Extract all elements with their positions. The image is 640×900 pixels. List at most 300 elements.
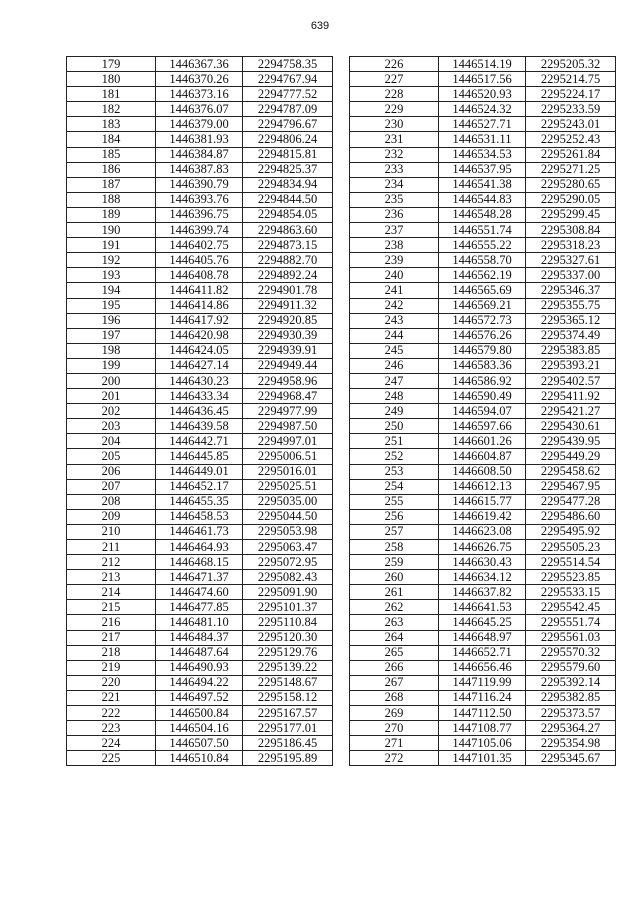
table-row: [350, 268, 616, 283]
point-number-cell: 245: [350, 343, 439, 358]
y-coordinate-cell: 2295467.95: [526, 479, 616, 494]
table-row: [350, 313, 616, 328]
x-coordinate-cell: 1446541.38: [439, 177, 526, 192]
x-coordinate-cell: 1446373.16: [156, 87, 243, 102]
y-coordinate-cell: 2295252.43: [526, 132, 616, 147]
point-number-cell: 219: [67, 660, 156, 675]
point-number-cell: 249: [350, 404, 439, 419]
table-row: [67, 555, 333, 570]
table-row: [350, 358, 616, 373]
table-row: [67, 690, 333, 705]
x-coordinate-cell: 1446468.15: [156, 555, 243, 570]
table-row: [350, 238, 616, 253]
point-number-cell: 209: [67, 509, 156, 524]
table-row: [67, 660, 333, 675]
point-number-cell: 212: [67, 555, 156, 570]
point-number-cell: 224: [67, 736, 156, 751]
y-coordinate-cell: 2295402.57: [526, 373, 616, 388]
table-row: [350, 570, 616, 585]
table-row: [67, 147, 333, 162]
point-number-cell: 272: [350, 751, 439, 766]
point-number-cell: 191: [67, 238, 156, 253]
x-coordinate-cell: 1446411.82: [156, 283, 243, 298]
table-row: [67, 162, 333, 177]
point-number-cell: 248: [350, 389, 439, 404]
x-coordinate-cell: 1446517.56: [439, 72, 526, 87]
table-row: [350, 464, 616, 479]
y-coordinate-cell: 2295139.22: [243, 660, 333, 675]
y-coordinate-cell: 2294930.39: [243, 328, 333, 343]
table-row: [67, 509, 333, 524]
y-coordinate-cell: 2295542.45: [526, 600, 616, 615]
point-number-cell: 193: [67, 268, 156, 283]
y-coordinate-cell: 2295072.95: [243, 555, 333, 570]
point-number-cell: 268: [350, 690, 439, 705]
point-number-cell: 218: [67, 645, 156, 660]
table-row: [350, 494, 616, 509]
point-number-cell: 201: [67, 389, 156, 404]
point-number-cell: 215: [67, 600, 156, 615]
y-coordinate-cell: 2294882.70: [243, 253, 333, 268]
y-coordinate-cell: 2295551.74: [526, 615, 616, 630]
x-coordinate-cell: 1446417.92: [156, 313, 243, 328]
point-number-cell: 187: [67, 177, 156, 192]
table-row: [350, 509, 616, 524]
y-coordinate-cell: 2295280.65: [526, 177, 616, 192]
y-coordinate-cell: 2295449.29: [526, 449, 616, 464]
table-row: [67, 223, 333, 238]
y-coordinate-cell: 2295411.92: [526, 389, 616, 404]
x-coordinate-cell: 1446420.98: [156, 328, 243, 343]
y-coordinate-cell: 2294873.15: [243, 238, 333, 253]
table-row: [67, 434, 333, 449]
y-coordinate-cell: 2295392.14: [526, 675, 616, 690]
point-number-cell: 192: [67, 253, 156, 268]
x-coordinate-cell: 1446507.50: [156, 736, 243, 751]
x-coordinate-cell: 1446399.74: [156, 223, 243, 238]
point-number-cell: 195: [67, 298, 156, 313]
y-coordinate-cell: 2294854.05: [243, 207, 333, 222]
point-number-cell: 269: [350, 706, 439, 721]
y-coordinate-cell: 2294844.50: [243, 192, 333, 207]
x-coordinate-cell: 1446583.36: [439, 358, 526, 373]
y-coordinate-cell: 2295383.85: [526, 343, 616, 358]
point-number-cell: 227: [350, 72, 439, 87]
y-coordinate-cell: 2295337.00: [526, 268, 616, 283]
point-number-cell: 250: [350, 419, 439, 434]
point-number-cell: 262: [350, 600, 439, 615]
x-coordinate-cell: 1446586.92: [439, 373, 526, 388]
y-coordinate-cell: 2295120.30: [243, 630, 333, 645]
x-coordinate-cell: 1446474.60: [156, 585, 243, 600]
point-number-cell: 255: [350, 494, 439, 509]
point-number-cell: 252: [350, 449, 439, 464]
x-coordinate-cell: 1446449.01: [156, 464, 243, 479]
point-number-cell: 184: [67, 132, 156, 147]
point-number-cell: 253: [350, 464, 439, 479]
table-row: [350, 419, 616, 434]
table-row: [350, 177, 616, 192]
x-coordinate-cell: 1447108.77: [439, 721, 526, 736]
table-row: [350, 434, 616, 449]
y-coordinate-cell: 2295561.03: [526, 630, 616, 645]
y-coordinate-cell: 2295364.27: [526, 721, 616, 736]
table-row: [67, 343, 333, 358]
table-row: [67, 358, 333, 373]
point-number-cell: 222: [67, 706, 156, 721]
point-number-cell: 238: [350, 238, 439, 253]
table-row: [67, 751, 333, 766]
table-row: [67, 675, 333, 690]
table-row: [67, 721, 333, 736]
table-row: [67, 328, 333, 343]
point-number-cell: 202: [67, 404, 156, 419]
y-coordinate-cell: 2295035.00: [243, 494, 333, 509]
point-number-cell: 208: [67, 494, 156, 509]
x-coordinate-cell: 1446500.84: [156, 706, 243, 721]
y-coordinate-cell: 2295514.54: [526, 555, 616, 570]
table-row: [67, 72, 333, 87]
point-number-cell: 259: [350, 555, 439, 570]
x-coordinate-cell: 1446514.19: [439, 57, 526, 72]
x-coordinate-cell: 1446504.16: [156, 721, 243, 736]
x-coordinate-cell: 1446608.50: [439, 464, 526, 479]
table-row: [350, 298, 616, 313]
table-row: [67, 736, 333, 751]
x-coordinate-cell: 1446604.87: [439, 449, 526, 464]
table-row: [67, 419, 333, 434]
y-coordinate-cell: 2294796.67: [243, 117, 333, 132]
point-number-cell: 199: [67, 358, 156, 373]
point-number-cell: 242: [350, 298, 439, 313]
point-number-cell: 244: [350, 328, 439, 343]
table-row: [67, 706, 333, 721]
table-row: [67, 373, 333, 388]
table-row: [350, 721, 616, 736]
table-row: [350, 736, 616, 751]
y-coordinate-cell: 2295579.60: [526, 660, 616, 675]
point-number-cell: 258: [350, 540, 439, 555]
y-coordinate-cell: 2295261.84: [526, 147, 616, 162]
x-coordinate-cell: 1446579.80: [439, 343, 526, 358]
x-coordinate-cell: 1446452.17: [156, 479, 243, 494]
table-row: [350, 630, 616, 645]
x-coordinate-cell: 1446548.28: [439, 207, 526, 222]
point-number-cell: 189: [67, 207, 156, 222]
x-coordinate-cell: 1446630.43: [439, 555, 526, 570]
y-coordinate-cell: 2295101.37: [243, 600, 333, 615]
x-coordinate-cell: 1446652.71: [439, 645, 526, 660]
point-number-cell: 266: [350, 660, 439, 675]
x-coordinate-cell: 1446510.84: [156, 751, 243, 766]
point-number-cell: 196: [67, 313, 156, 328]
table-row: [350, 283, 616, 298]
table-row: [350, 343, 616, 358]
table-row: [67, 238, 333, 253]
point-number-cell: 213: [67, 570, 156, 585]
y-coordinate-cell: 2294911.32: [243, 298, 333, 313]
y-coordinate-cell: 2295177.01: [243, 721, 333, 736]
point-number-cell: 239: [350, 253, 439, 268]
table-row: [67, 132, 333, 147]
x-coordinate-cell: 1446433.34: [156, 389, 243, 404]
x-coordinate-cell: 1446565.69: [439, 283, 526, 298]
y-coordinate-cell: 2295148.67: [243, 675, 333, 690]
y-coordinate-cell: 2295044.50: [243, 509, 333, 524]
point-number-cell: 194: [67, 283, 156, 298]
point-number-cell: 241: [350, 283, 439, 298]
table-row: [350, 132, 616, 147]
y-coordinate-cell: 2294767.94: [243, 72, 333, 87]
table-row: [350, 751, 616, 766]
y-coordinate-cell: 2295158.12: [243, 690, 333, 705]
table-row: [67, 540, 333, 555]
y-coordinate-cell: 2295393.21: [526, 358, 616, 373]
y-coordinate-cell: 2295458.62: [526, 464, 616, 479]
y-coordinate-cell: 2294825.37: [243, 162, 333, 177]
point-number-cell: 264: [350, 630, 439, 645]
x-coordinate-cell: 1446384.87: [156, 147, 243, 162]
point-number-cell: 228: [350, 87, 439, 102]
x-coordinate-cell: 1447119.99: [439, 675, 526, 690]
point-number-cell: 237: [350, 223, 439, 238]
x-coordinate-cell: 1446408.78: [156, 268, 243, 283]
y-coordinate-cell: 2294815.81: [243, 147, 333, 162]
table-row: [350, 660, 616, 675]
table-row: [67, 570, 333, 585]
x-coordinate-cell: 1446393.76: [156, 192, 243, 207]
table-row: [350, 645, 616, 660]
table-row: [67, 615, 333, 630]
x-coordinate-cell: 1446612.13: [439, 479, 526, 494]
table-row: [67, 404, 333, 419]
x-coordinate-cell: 1446626.75: [439, 540, 526, 555]
y-coordinate-cell: 2294901.78: [243, 283, 333, 298]
point-number-cell: 261: [350, 585, 439, 600]
y-coordinate-cell: 2294997.01: [243, 434, 333, 449]
point-number-cell: 220: [67, 675, 156, 690]
table-row: [350, 223, 616, 238]
y-coordinate-cell: 2295233.59: [526, 102, 616, 117]
y-coordinate-cell: 2294920.85: [243, 313, 333, 328]
point-number-cell: 203: [67, 419, 156, 434]
y-coordinate-cell: 2295421.27: [526, 404, 616, 419]
y-coordinate-cell: 2295110.84: [243, 615, 333, 630]
point-number-cell: 229: [350, 102, 439, 117]
table-row: [67, 298, 333, 313]
y-coordinate-cell: 2295129.76: [243, 645, 333, 660]
point-number-cell: 257: [350, 524, 439, 539]
y-coordinate-cell: 2294787.09: [243, 102, 333, 117]
x-coordinate-cell: 1446461.73: [156, 524, 243, 539]
y-coordinate-cell: 2294758.35: [243, 57, 333, 72]
y-coordinate-cell: 2295224.17: [526, 87, 616, 102]
table-row: [67, 585, 333, 600]
y-coordinate-cell: 2295346.37: [526, 283, 616, 298]
y-coordinate-cell: 2295365.12: [526, 313, 616, 328]
table-row: [67, 207, 333, 222]
point-number-cell: 260: [350, 570, 439, 585]
y-coordinate-cell: 2294834.94: [243, 177, 333, 192]
y-coordinate-cell: 2294777.52: [243, 87, 333, 102]
table-row: [350, 192, 616, 207]
table-row: [350, 102, 616, 117]
x-coordinate-cell: 1446405.76: [156, 253, 243, 268]
table-row: [350, 449, 616, 464]
x-coordinate-cell: 1446381.93: [156, 132, 243, 147]
point-number-cell: 185: [67, 147, 156, 162]
x-coordinate-cell: 1446534.53: [439, 147, 526, 162]
y-coordinate-cell: 2295006.51: [243, 449, 333, 464]
y-coordinate-cell: 2295477.28: [526, 494, 616, 509]
y-coordinate-cell: 2294892.24: [243, 268, 333, 283]
x-coordinate-cell: 1446597.66: [439, 419, 526, 434]
table-row: [350, 117, 616, 132]
table-row: [350, 615, 616, 630]
y-coordinate-cell: 2295308.84: [526, 223, 616, 238]
y-coordinate-cell: 2295290.05: [526, 192, 616, 207]
x-coordinate-cell: 1446390.79: [156, 177, 243, 192]
x-coordinate-cell: 1446558.70: [439, 253, 526, 268]
point-number-cell: 263: [350, 615, 439, 630]
point-number-cell: 231: [350, 132, 439, 147]
y-coordinate-cell: 2295016.01: [243, 464, 333, 479]
y-coordinate-cell: 2294968.47: [243, 389, 333, 404]
y-coordinate-cell: 2295186.45: [243, 736, 333, 751]
point-number-cell: 223: [67, 721, 156, 736]
point-number-cell: 197: [67, 328, 156, 343]
y-coordinate-cell: 2294806.24: [243, 132, 333, 147]
table-row: [350, 585, 616, 600]
x-coordinate-cell: 1446484.37: [156, 630, 243, 645]
y-coordinate-cell: 2295205.32: [526, 57, 616, 72]
point-number-cell: 256: [350, 509, 439, 524]
x-coordinate-cell: 1446537.95: [439, 162, 526, 177]
x-coordinate-cell: 1446490.93: [156, 660, 243, 675]
x-coordinate-cell: 1446464.93: [156, 540, 243, 555]
y-coordinate-cell: 2295327.61: [526, 253, 616, 268]
y-coordinate-cell: 2295091.90: [243, 585, 333, 600]
y-coordinate-cell: 2295243.01: [526, 117, 616, 132]
y-coordinate-cell: 2295373.57: [526, 706, 616, 721]
table-row: [350, 57, 616, 72]
y-coordinate-cell: 2294939.91: [243, 343, 333, 358]
table-row: [67, 645, 333, 660]
point-number-cell: 183: [67, 117, 156, 132]
table-row: [350, 600, 616, 615]
point-number-cell: 270: [350, 721, 439, 736]
point-number-cell: 226: [350, 57, 439, 72]
point-number-cell: 243: [350, 313, 439, 328]
point-number-cell: 225: [67, 751, 156, 766]
point-number-cell: 204: [67, 434, 156, 449]
y-coordinate-cell: 2295354.98: [526, 736, 616, 751]
y-coordinate-cell: 2295533.15: [526, 585, 616, 600]
y-coordinate-cell: 2295299.45: [526, 207, 616, 222]
y-coordinate-cell: 2295167.57: [243, 706, 333, 721]
x-coordinate-cell: 1446527.71: [439, 117, 526, 132]
point-number-cell: 247: [350, 373, 439, 388]
x-coordinate-cell: 1446601.26: [439, 434, 526, 449]
point-number-cell: 210: [67, 524, 156, 539]
point-number-cell: 188: [67, 192, 156, 207]
page-number: 639: [310, 20, 330, 32]
x-coordinate-cell: 1446414.86: [156, 298, 243, 313]
coordinates-table-left: [66, 56, 333, 766]
table-row: [67, 630, 333, 645]
point-number-cell: 265: [350, 645, 439, 660]
point-number-cell: 235: [350, 192, 439, 207]
table-row: [350, 373, 616, 388]
y-coordinate-cell: 2295430.61: [526, 419, 616, 434]
x-coordinate-cell: 1447101.35: [439, 751, 526, 766]
table-row: [67, 102, 333, 117]
point-number-cell: 182: [67, 102, 156, 117]
y-coordinate-cell: 2295063.47: [243, 540, 333, 555]
y-coordinate-cell: 2294977.99: [243, 404, 333, 419]
x-coordinate-cell: 1446436.45: [156, 404, 243, 419]
y-coordinate-cell: 2295271.25: [526, 162, 616, 177]
table-row: [350, 706, 616, 721]
x-coordinate-cell: 1446497.52: [156, 690, 243, 705]
x-coordinate-cell: 1446439.58: [156, 419, 243, 434]
x-coordinate-cell: 1446481.10: [156, 615, 243, 630]
y-coordinate-cell: 2295082.43: [243, 570, 333, 585]
point-number-cell: 211: [67, 540, 156, 555]
table-row: [67, 253, 333, 268]
x-coordinate-cell: 1446562.19: [439, 268, 526, 283]
x-coordinate-cell: 1446524.32: [439, 102, 526, 117]
table-row: [67, 494, 333, 509]
x-coordinate-cell: 1446367.36: [156, 57, 243, 72]
x-coordinate-cell: 1446402.75: [156, 238, 243, 253]
table-row: [350, 253, 616, 268]
point-number-cell: 221: [67, 690, 156, 705]
y-coordinate-cell: 2294863.60: [243, 223, 333, 238]
point-number-cell: 207: [67, 479, 156, 494]
y-coordinate-cell: 2295505.23: [526, 540, 616, 555]
point-number-cell: 267: [350, 675, 439, 690]
x-coordinate-cell: 1447116.24: [439, 690, 526, 705]
x-coordinate-cell: 1446569.21: [439, 298, 526, 313]
y-coordinate-cell: 2295025.51: [243, 479, 333, 494]
x-coordinate-cell: 1446520.93: [439, 87, 526, 102]
x-coordinate-cell: 1446477.85: [156, 600, 243, 615]
point-number-cell: 180: [67, 72, 156, 87]
x-coordinate-cell: 1446555.22: [439, 238, 526, 253]
x-coordinate-cell: 1446623.08: [439, 524, 526, 539]
y-coordinate-cell: 2294958.96: [243, 373, 333, 388]
table-row: [350, 147, 616, 162]
point-number-cell: 200: [67, 373, 156, 388]
point-number-cell: 179: [67, 57, 156, 72]
y-coordinate-cell: 2295495.92: [526, 524, 616, 539]
y-coordinate-cell: 2294987.50: [243, 419, 333, 434]
x-coordinate-cell: 1446494.22: [156, 675, 243, 690]
x-coordinate-cell: 1446442.71: [156, 434, 243, 449]
y-coordinate-cell: 2295214.75: [526, 72, 616, 87]
x-coordinate-cell: 1446471.37: [156, 570, 243, 585]
table-row: [350, 540, 616, 555]
x-coordinate-cell: 1446615.77: [439, 494, 526, 509]
table-row: [67, 283, 333, 298]
table-row: [350, 328, 616, 343]
y-coordinate-cell: 2295523.85: [526, 570, 616, 585]
point-number-cell: 246: [350, 358, 439, 373]
point-number-cell: 214: [67, 585, 156, 600]
point-number-cell: 236: [350, 207, 439, 222]
table-row: [67, 479, 333, 494]
